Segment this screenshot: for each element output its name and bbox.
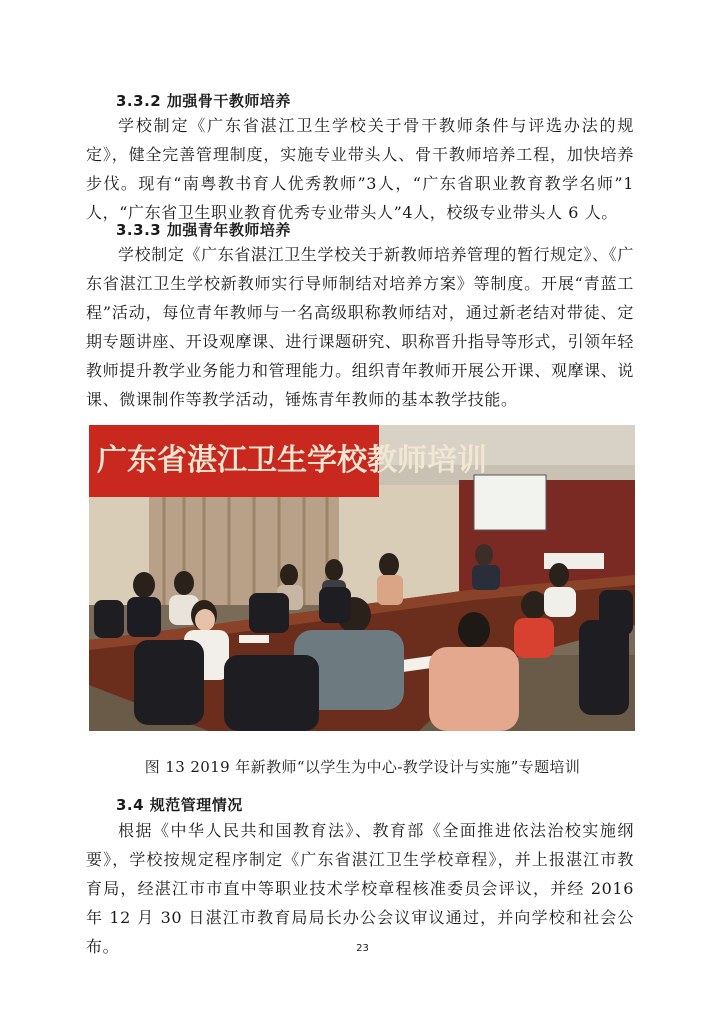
banner-text: 广东省湛江卫生学校教师培训: [97, 443, 487, 478]
section-heading-3-3-2: 3.3.2 加强骨干教师培养: [116, 92, 291, 110]
section-paragraph-3-4: 根据《中华人民共和国教育法》、教育部《全面推进依法治校实施纲要》，学校按规定程序制定《广东省湛江卫生学校章程》，并上报湛江市教育局，经湛江市市直中等职业技术学校章程核准委员会评议，并经 2016 年 12 月 30 日湛江市教育局局长办公会议审议通过，并向学校和社会公布。: [86, 821, 634, 956]
section-heading-3-4: 3.4 规范管理情况: [116, 796, 243, 814]
training-photo-illustration: [89, 425, 635, 731]
training-photo: [89, 425, 635, 731]
page-number: 23: [356, 943, 369, 954]
section-paragraph-3-3-3: 学校制定《广东省湛江卫生学校关于新教师培养管理的暂行规定》、《广东省湛江卫生学校新教师实行导师制结对培养方案》等制度。开展“青蓝工程”活动，每位青年教师与一名高级职称教师结对，通过新老结对带徒、定期专题讲座、开设观摩课、进行课题研究、职称晋升指导等形式，引领年轻教师提升教学业务能力和管理能力。组织青年教师开展公开课、观摩课、说课、微课制作等教学活动，锤炼青年教师的基本教学技能。: [86, 245, 634, 409]
section-heading-3-3-3: 3.3.3 加强青年教师培养: [116, 221, 291, 239]
figure-caption: 图 13 2019 年新教师“以学生为中心-教学设计与实施”专题培训: [144, 758, 581, 776]
section-paragraph-3-3-2: 学校制定《广东省湛江卫生学校关于骨干教师条件与评选办法的规定》，健全完善管理制度，实施专业带头人、骨干教师培养工程，加快培养步伐。现有“南粤教书育人优秀教师”3人，“广东省职业教育教学名师”1人，“广东省卫生职业教育优秀专业带头人”4人，校级专业带头人 6 人。: [86, 116, 634, 222]
